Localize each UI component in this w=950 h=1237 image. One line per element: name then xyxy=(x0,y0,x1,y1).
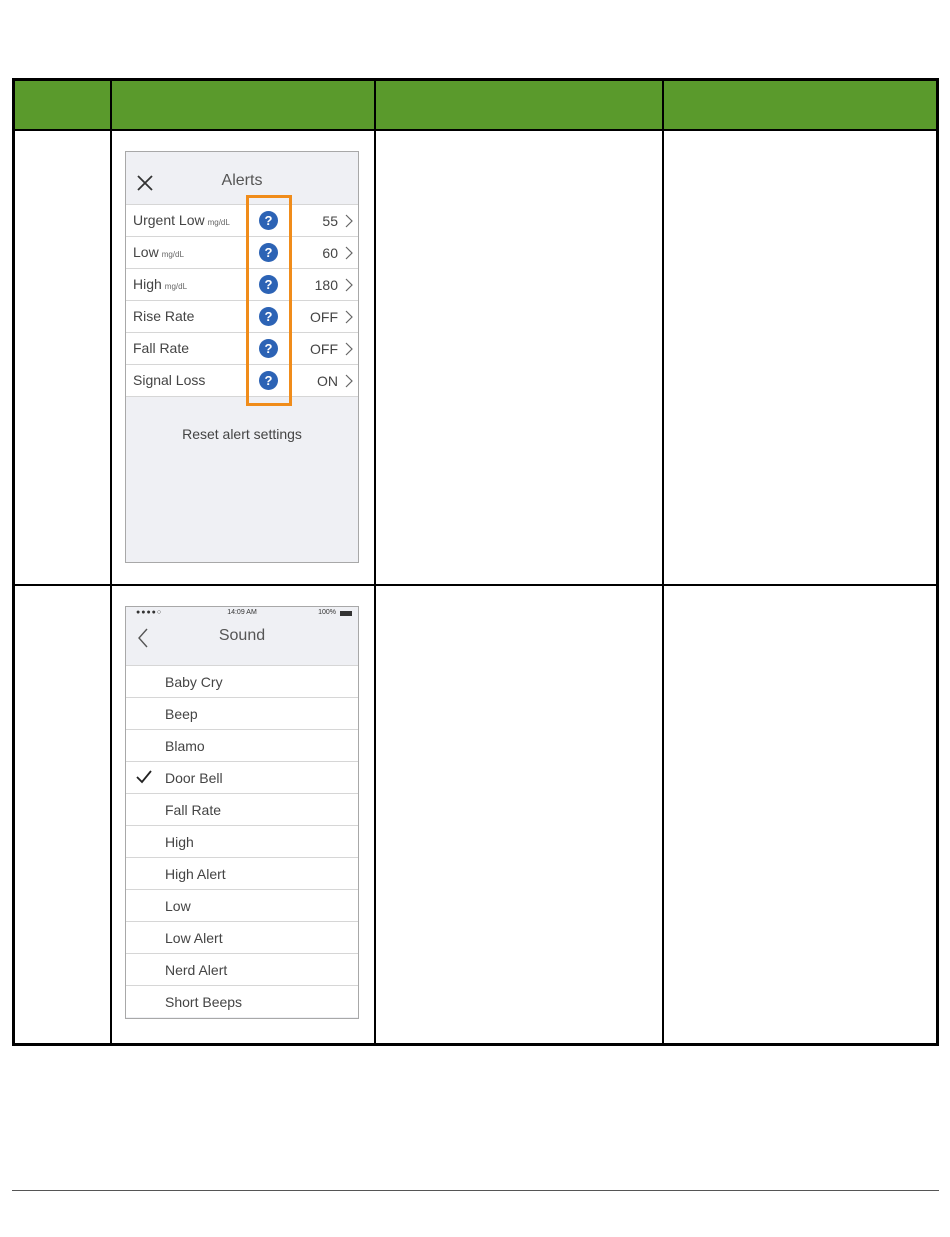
alert-row[interactable] xyxy=(126,236,358,268)
sound-option[interactable] xyxy=(126,857,358,889)
alert-value: 180 xyxy=(314,277,338,293)
sound-option-label: Beep xyxy=(165,706,198,722)
alert-name: Rise Rate xyxy=(133,308,195,324)
help-icon[interactable]: ? xyxy=(259,211,278,230)
sound-option[interactable] xyxy=(126,761,358,793)
chevron-right-icon xyxy=(345,278,353,292)
sound-option-label: Low Alert xyxy=(165,930,223,946)
sound-option-label: High Alert xyxy=(165,866,226,882)
alert-row[interactable] xyxy=(126,204,358,236)
checkmark-icon xyxy=(136,770,152,784)
alert-name: Urgent Low mg/dL xyxy=(133,212,230,228)
help-icon[interactable]: ? xyxy=(259,371,278,390)
reset-alert-settings-button[interactable]: Reset alert settings xyxy=(182,426,302,442)
sound-option[interactable] xyxy=(126,921,358,953)
status-bar xyxy=(126,152,358,164)
row-divider xyxy=(15,584,936,586)
chevron-right-icon xyxy=(345,342,353,356)
alert-unit: mg/dL xyxy=(161,250,184,259)
alert-value: ON xyxy=(317,373,338,389)
sound-option-label: Baby Cry xyxy=(165,674,223,690)
sound-nav-bar xyxy=(126,619,358,659)
sound-option-label: High xyxy=(165,834,194,850)
alert-row[interactable] xyxy=(126,332,358,364)
alert-unit: mg/dL xyxy=(207,218,230,227)
alert-name: Signal Loss xyxy=(133,372,206,388)
alerts-title: Alerts xyxy=(221,172,263,189)
column-divider xyxy=(110,81,112,1043)
help-icons-highlight xyxy=(246,195,292,406)
help-icon[interactable]: ? xyxy=(259,275,278,294)
sound-options-list xyxy=(126,665,358,1017)
sound-option[interactable] xyxy=(126,665,358,697)
sound-option-label: Short Beeps xyxy=(165,994,243,1010)
alert-value: 55 xyxy=(322,213,338,229)
battery-percent: 100% xyxy=(318,609,336,616)
sound-option[interactable] xyxy=(126,793,358,825)
alert-row[interactable] xyxy=(126,364,358,397)
help-icon[interactable]: ? xyxy=(259,339,278,358)
alert-name: High mg/dL xyxy=(133,276,188,292)
alert-name: Low mg/dL xyxy=(133,244,184,260)
battery-icon xyxy=(340,611,352,616)
sound-option-label: Low xyxy=(165,898,191,914)
alerts-screenshot xyxy=(125,151,359,563)
sound-option[interactable] xyxy=(126,985,358,1017)
sound-option[interactable] xyxy=(126,729,358,761)
chevron-right-icon xyxy=(345,374,353,388)
help-icon[interactable]: ? xyxy=(259,243,278,262)
sound-option-label: Nerd Alert xyxy=(165,962,228,978)
status-time: 14:09 AM xyxy=(227,609,257,616)
status-bar xyxy=(126,607,358,619)
table-header-row xyxy=(15,81,936,131)
alert-row[interactable] xyxy=(126,268,358,300)
sound-title: Sound xyxy=(218,627,266,644)
column-divider xyxy=(374,81,376,1043)
alert-row[interactable] xyxy=(126,300,358,332)
alert-name: Fall Rate xyxy=(133,340,190,356)
sound-option[interactable] xyxy=(126,889,358,921)
chevron-right-icon xyxy=(345,310,353,324)
sound-option-label: Door Bell xyxy=(165,770,223,786)
sound-screenshot xyxy=(125,606,359,1019)
sound-option[interactable] xyxy=(126,825,358,857)
signal-indicator: ●●●●○ xyxy=(136,609,163,616)
sound-option[interactable] xyxy=(126,697,358,729)
alert-value: OFF xyxy=(310,341,338,357)
footer-rule xyxy=(12,1190,939,1191)
chevron-right-icon xyxy=(345,214,353,228)
alerts-nav-bar xyxy=(126,164,358,204)
sound-option-label: Fall Rate xyxy=(165,802,222,818)
sound-option[interactable] xyxy=(126,953,358,985)
alerts-list xyxy=(126,204,358,397)
chevron-right-icon xyxy=(345,246,353,260)
alert-value: OFF xyxy=(310,309,338,325)
alert-unit: mg/dL xyxy=(164,282,188,291)
column-divider xyxy=(662,81,664,1043)
sound-option-label: Blamo xyxy=(165,738,205,754)
help-icon[interactable]: ? xyxy=(259,307,278,326)
alert-value: 60 xyxy=(322,245,338,261)
